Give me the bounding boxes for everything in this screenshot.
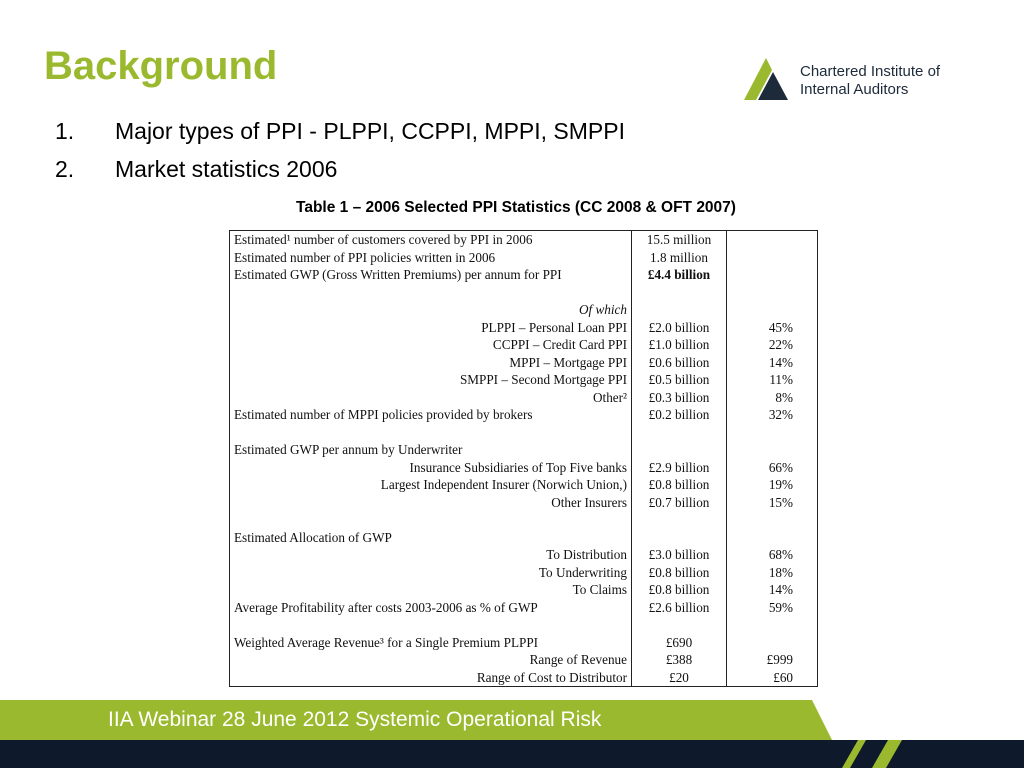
table-cell-value: £2.9 billion — [632, 459, 727, 477]
table-cell-label — [230, 424, 632, 442]
table-row — [230, 546, 818, 564]
table-row — [230, 511, 818, 529]
logo-line1: Chartered Institute of — [800, 63, 941, 80]
table-cell-value — [632, 441, 727, 459]
table-cell-value: £0.6 billion — [632, 354, 727, 372]
table-cell-pct — [727, 266, 818, 301]
table-cell-pct: 15% — [727, 494, 818, 512]
table-cell-value: £690 — [632, 634, 727, 652]
table-cell-label: Range of Cost to Distributor — [230, 669, 632, 687]
table-cell-value: £1.0 billion — [632, 336, 727, 354]
table-row — [230, 529, 818, 547]
ppi-statistics-table — [229, 230, 818, 687]
slide-title: Background — [44, 44, 278, 88]
table-row — [230, 616, 818, 634]
table-cell-value: £4.4 billion — [632, 266, 727, 301]
table-row — [230, 581, 818, 599]
table-cell-value: 15.5 million — [632, 231, 727, 249]
table-cell-pct — [727, 634, 818, 652]
table-cell-label: PLPPI – Personal Loan PPI — [230, 319, 632, 337]
table-cell-value: £0.5 billion — [632, 371, 727, 389]
table-cell-value — [632, 511, 727, 529]
table-cell-value — [632, 529, 727, 547]
table-cell-value — [632, 424, 727, 442]
table-cell-pct: 11% — [727, 371, 818, 389]
table-cell-pct — [727, 511, 818, 529]
table-caption: Table 1 – 2006 Selected PPI Statistics (CC 2008 & OFT 2007) — [296, 199, 736, 216]
table-row — [230, 231, 818, 249]
table-cell-label: To Claims — [230, 581, 632, 599]
table-cell-value: £0.3 billion — [632, 389, 727, 407]
table-cell-pct: 8% — [727, 389, 818, 407]
table-cell-pct: £999 — [727, 651, 818, 669]
table-cell-label — [230, 511, 632, 529]
table-cell-value: £0.2 billion — [632, 406, 727, 424]
table-cell-pct: 66% — [727, 459, 818, 477]
bullet-text: Major types of PPI - PLPPI, CCPPI, MPPI, SMPPI — [115, 118, 625, 144]
table-row — [230, 424, 818, 442]
table-cell-value — [632, 301, 727, 319]
bullet-text: Market statistics 2006 — [115, 156, 338, 182]
table-cell-pct: 22% — [727, 336, 818, 354]
table-cell-value: 1.8 million — [632, 249, 727, 267]
table-cell-label: CCPPI – Credit Card PPI — [230, 336, 632, 354]
table-cell-label — [230, 616, 632, 634]
table-cell-label: Estimated¹ number of customers covered by PPI in 2006 — [230, 231, 632, 249]
table-cell-value: £0.8 billion — [632, 564, 727, 582]
table-cell-pct: £60 — [727, 669, 818, 687]
table-row — [230, 441, 818, 459]
table-cell-value: £2.0 billion — [632, 319, 727, 337]
table-row — [230, 319, 818, 337]
table-row — [230, 476, 818, 494]
table-cell-pct: 45% — [727, 319, 818, 337]
table-row — [230, 249, 818, 267]
table-cell-label: Other² — [230, 389, 632, 407]
table-row — [230, 354, 818, 372]
table-row — [230, 459, 818, 477]
table-cell-pct — [727, 424, 818, 442]
table-row — [230, 336, 818, 354]
table-cell-value: £0.7 billion — [632, 494, 727, 512]
table-cell-pct: 19% — [727, 476, 818, 494]
table-cell-label: To Distribution — [230, 546, 632, 564]
table-row — [230, 371, 818, 389]
table-cell-pct: 14% — [727, 354, 818, 372]
table-row — [230, 494, 818, 512]
table-cell-label: Other Insurers — [230, 494, 632, 512]
table-cell-label: Weighted Average Revenue³ for a Single Premium PLPPI — [230, 634, 632, 652]
table-row — [230, 389, 818, 407]
table-row — [230, 564, 818, 582]
table-cell-pct — [727, 441, 818, 459]
table-cell-label: Estimated number of MPPI policies provided by brokers — [230, 406, 632, 424]
table-cell-label: Estimated number of PPI policies written in 2006 — [230, 249, 632, 267]
table-cell-pct: 68% — [727, 546, 818, 564]
table-cell-pct — [727, 301, 818, 319]
table-cell-pct — [727, 616, 818, 634]
table-cell-value: £388 — [632, 651, 727, 669]
table-cell-label: Insurance Subsidiaries of Top Five banks — [230, 459, 632, 477]
table-row — [230, 634, 818, 652]
table-cell-pct — [727, 529, 818, 547]
table-cell-value: £3.0 billion — [632, 546, 727, 564]
table-cell-label: Of which — [230, 301, 632, 319]
table-cell-pct — [727, 231, 818, 249]
table-cell-label: MPPI – Mortgage PPI — [230, 354, 632, 372]
bullet-number: 2. — [55, 156, 75, 182]
table-cell-label: Average Profitability after costs 2003-2006 as % of GWP — [230, 599, 632, 617]
table-cell-pct — [727, 249, 818, 267]
table-cell-label: Largest Independent Insurer (Norwich Union,) — [230, 476, 632, 494]
table-row — [230, 406, 818, 424]
table-cell-label: Estimated Allocation of GWP — [230, 529, 632, 547]
table-cell-label: Range of Revenue — [230, 651, 632, 669]
table-cell-label: Estimated GWP (Gross Written Premiums) per annum for PPI — [230, 266, 632, 301]
table-cell-pct: 32% — [727, 406, 818, 424]
table-row — [230, 301, 818, 319]
logo-text — [800, 63, 940, 99]
table-row — [230, 669, 818, 687]
iia-logo — [744, 56, 974, 102]
footer-text: IIA Webinar 28 June 2012 Systemic Operational Risk — [108, 708, 602, 731]
logo-line2: Internal Auditors — [800, 81, 909, 98]
table-cell-pct: 14% — [727, 581, 818, 599]
table-cell-pct: 18% — [727, 564, 818, 582]
table-cell-pct: 59% — [727, 599, 818, 617]
table-cell-label: To Underwriting — [230, 564, 632, 582]
table-cell-value: £0.8 billion — [632, 476, 727, 494]
table-cell-value: £20 — [632, 669, 727, 687]
table-cell-label: Estimated GWP per annum by Underwriter — [230, 441, 632, 459]
table-cell-value: £0.8 billion — [632, 581, 727, 599]
table-cell-value — [632, 616, 727, 634]
bottom-strip — [0, 740, 1024, 768]
table-row — [230, 651, 818, 669]
table-row — [230, 266, 818, 301]
table-cell-label: SMPPI – Second Mortgage PPI — [230, 371, 632, 389]
triangle-logo-icon — [744, 56, 794, 102]
table-row — [230, 599, 818, 617]
table-cell-value: £2.6 billion — [632, 599, 727, 617]
bullet-number: 1. — [55, 118, 75, 144]
